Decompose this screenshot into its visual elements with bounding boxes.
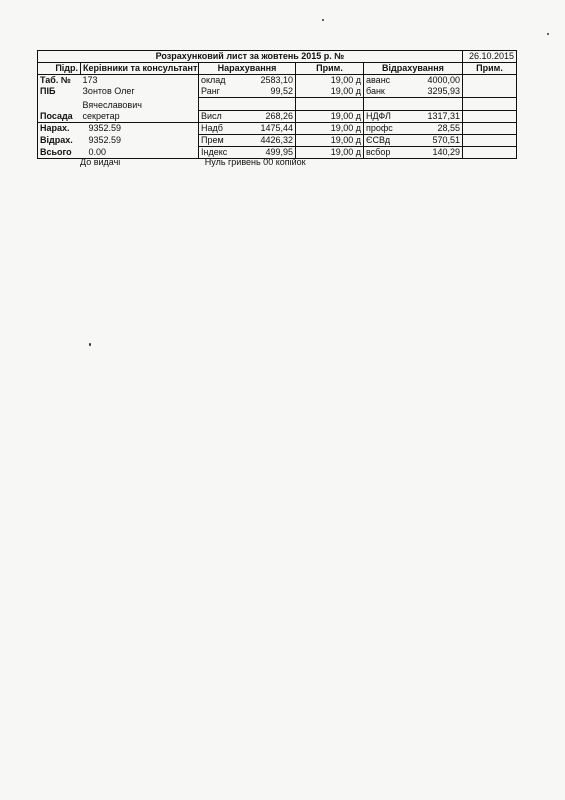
accrual-note: 19,00 д — [296, 75, 364, 87]
position-label: Посада — [38, 111, 81, 123]
deduction-amount: 1317,31 — [400, 111, 463, 123]
accrual-name: Надб — [199, 123, 241, 135]
payslip-title: Розрахунковий лист за жовтень 2015 р. № — [38, 51, 463, 63]
scan-speck — [547, 33, 549, 35]
deduction-note — [463, 75, 517, 87]
accruals-note-header: Прим. — [296, 63, 364, 75]
total-label: Всього — [38, 147, 81, 159]
accruals-header: Нарахування — [199, 63, 296, 75]
payout-amount-words: Нуль гривень 00 копійок — [204, 157, 306, 167]
payslip-date: 26.10.2015 — [463, 51, 517, 63]
scan-speck — [322, 19, 324, 21]
table-row — [38, 135, 517, 147]
accrual-name: Прем — [199, 135, 241, 147]
accrual-note: 19,00 д — [296, 86, 364, 98]
accrual-note: 19,00 д — [296, 111, 364, 123]
accrual-amount: 99,52 — [270, 86, 293, 96]
deduction-name: профс — [364, 123, 400, 135]
accrual-amount: 4426,32 — [241, 135, 296, 147]
total-value: 0.00 — [81, 147, 199, 159]
department-value: Керівники та консультант — [81, 63, 199, 75]
deduction-name: аванс — [364, 75, 400, 87]
deduction-amount: 28,55 — [400, 123, 463, 135]
deductions-note-header: Прим. — [463, 63, 517, 75]
table-row — [38, 86, 517, 98]
payslip-sheet — [37, 50, 516, 159]
title-row — [38, 51, 517, 63]
department-label: Підр. — [38, 63, 81, 75]
employee-name-line2: Вячеславович — [82, 99, 142, 110]
accrual-note: 19,00 д — [296, 147, 364, 159]
tab-number-value: 173 — [82, 75, 98, 85]
accrual-name: Індекс — [199, 147, 241, 159]
table-row — [38, 111, 517, 123]
deduction-amount: 3295,93 — [427, 86, 460, 96]
accrual-amount: 2583,10 — [260, 75, 293, 85]
deduction-name: ЄСВд — [364, 135, 400, 147]
deduction-note — [463, 111, 517, 123]
column-header-row — [38, 63, 517, 75]
name-label: ПІБ — [38, 86, 81, 98]
deduction-name: всбор — [364, 147, 400, 159]
deduction-note — [463, 123, 517, 135]
deducted-total-label: Відрах. — [38, 135, 81, 147]
deduction-note — [463, 86, 517, 98]
table-row — [38, 123, 517, 135]
accrual-amount: 499,95 — [241, 147, 296, 159]
deduction-name: НДФЛ — [364, 111, 400, 123]
deductions-header: Відрахування — [364, 63, 463, 75]
accrued-total-value: 9352.59 — [88, 123, 122, 133]
payout-footer — [80, 157, 306, 167]
table-row — [38, 98, 517, 111]
employee-name-line1: Зонтов Олег — [82, 86, 135, 96]
deduction-note — [463, 147, 517, 159]
accrual-name: Висл — [199, 111, 241, 123]
accrual-amount: 268,26 — [241, 111, 296, 123]
accrual-note: 19,00 д — [296, 135, 364, 147]
table-row — [38, 75, 517, 87]
payout-label: До видачі — [80, 157, 121, 167]
accrual-name: Ранг — [199, 86, 241, 98]
scan-speck — [89, 343, 91, 346]
accrual-note: 19,00 д — [296, 123, 364, 135]
deduction-amount: 140,29 — [400, 147, 463, 159]
deducted-total-value: 9352.59 — [88, 134, 122, 145]
payslip-table — [37, 50, 517, 159]
tab-number-label: Таб. № — [38, 75, 81, 87]
deduction-name: банк — [364, 86, 400, 98]
deduction-note — [463, 135, 517, 147]
position-value: секретар — [81, 111, 199, 123]
accrual-name: оклад — [199, 75, 241, 87]
deduction-amount: 570,51 — [400, 135, 463, 147]
accrued-total-label: Нарах. — [38, 123, 81, 135]
deduction-amount: 4000,00 — [427, 75, 460, 85]
accrual-amount: 1475,44 — [241, 123, 296, 135]
